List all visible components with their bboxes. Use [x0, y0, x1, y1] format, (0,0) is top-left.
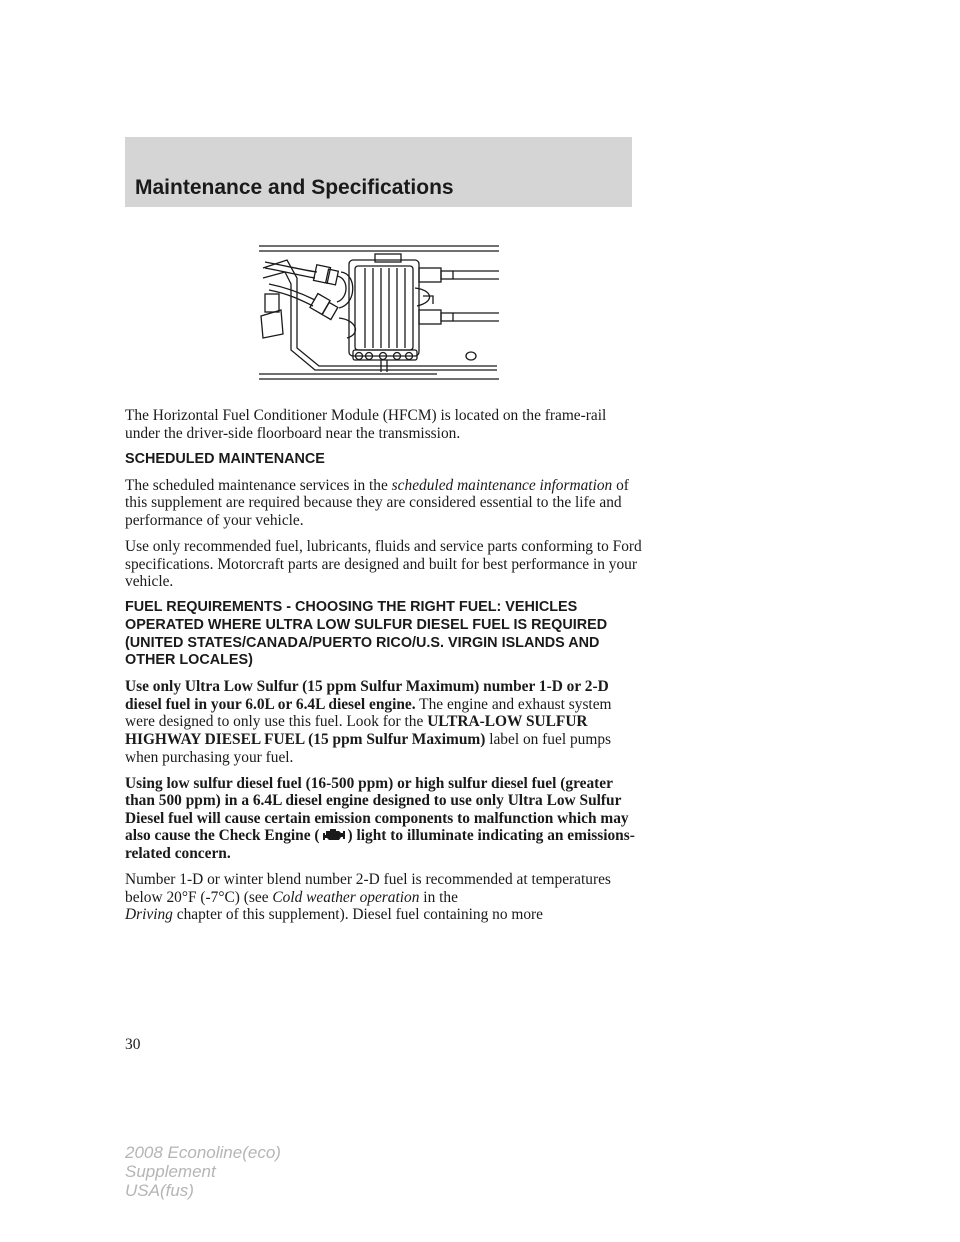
- page-body: [125, 407, 645, 932]
- check-engine-warning-paragraph: Using low sulfur diesel fuel (16-500 ppm) or high sulfur diesel fuel (greater than 500 ppm) in a 6.4L diesel engine designed to use only Ultra Low Sulfur Diesel fuel will cause certain emission components to malfunction which may also cause the Check Engine ( ) light to illuminate indicating an emissions-related concern.: [125, 774, 635, 863]
- footer-supplement: Supplement: [125, 1162, 216, 1181]
- check-engine-icon: [321, 827, 347, 843]
- fuel-requirements-heading: FUEL REQUIREMENTS - CHOOSING THE RIGHT FUEL: VEHICLES OPERATED WHERE ULTRA LOW SULFUR DIESEL FUEL IS REQUIRED (UNITED STATES/CANADA/PUERTO RICO/U.S. VIRGIN ISLANDS AND OTHER LOCALES): [125, 599, 608, 669]
- footer-market-code: (fus): [159, 1181, 194, 1200]
- footer-model: 2008 Econoline: [125, 1143, 243, 1162]
- recommended-parts-paragraph: Use only recommended fuel, lubricants, fluids and service parts conforming to Ford specifications. Motorcraft parts are designed and built for best performance in your vehicle.: [125, 538, 642, 591]
- footer-model-code: (eco): [242, 1143, 281, 1162]
- section-title: Maintenance and Specifications: [135, 176, 454, 199]
- document-footer: [125, 1143, 281, 1200]
- fuel-conditioner-module-illustration: [257, 238, 501, 386]
- page-number: 30: [125, 1036, 141, 1053]
- scheduled-maintenance-paragraph: The scheduled maintenance services in the scheduled maintenance information of this supplement are required because they are considered essential to the life and performance of your vehicle.: [125, 476, 629, 529]
- scheduled-maintenance-heading: SCHEDULED MAINTENANCE: [125, 450, 325, 467]
- hfcm-location-paragraph: The Horizontal Fuel Conditioner Module (HFCM) is located on the frame-rail under the driver-side floorboard near the transmission.: [125, 407, 607, 442]
- winter-fuel-paragraph: Number 1-D or winter blend number 2-D fuel is recommended at temperatures below 20°F (-7°C) (see Cold weather operation in the Driving chapter of this supplement). Diesel fuel containing no more: [125, 871, 611, 924]
- footer-market: USA: [125, 1181, 160, 1200]
- scheduled-maintenance-reference: scheduled maintenance information: [387, 476, 613, 494]
- ultra-low-sulfur-paragraph: Use only Ultra Low Sulfur (15 ppm Sulfur Maximum) number 1-D or 2-D diesel fuel in your 6.0L or 6.4L diesel engine. The engine and exhaust system were designed to only use this fuel. Look for the ULTRA-LOW SULFUR HIGHWAY DIESEL FUEL (15 ppm Sulfur Maximum) label on fuel pumps when purchasing your fuel.: [125, 678, 612, 766]
